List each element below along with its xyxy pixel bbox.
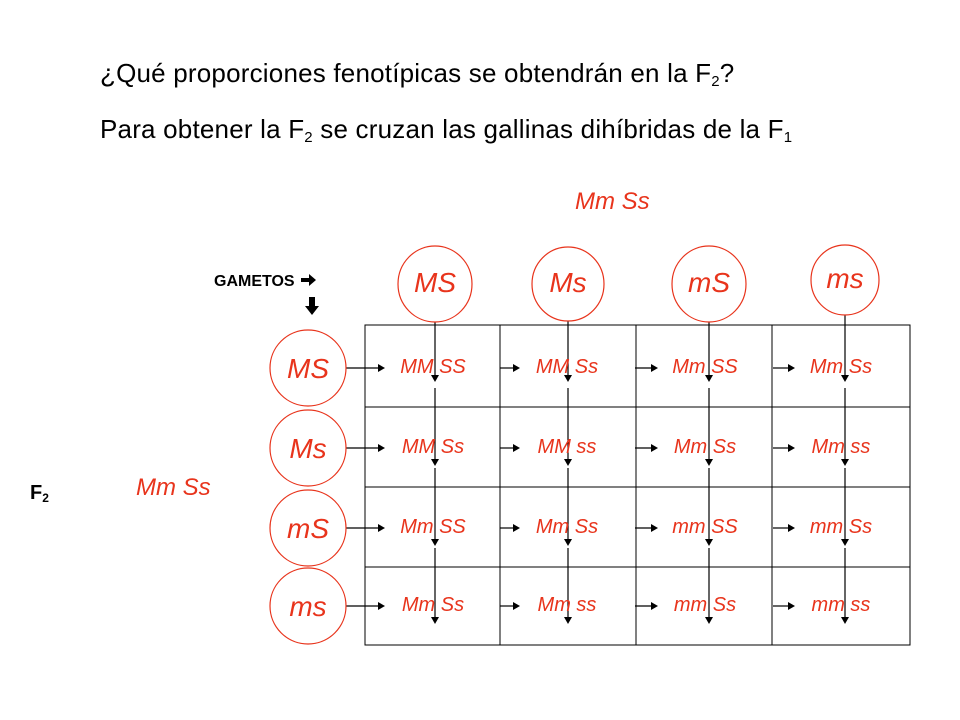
cell-r3-c3: mm SS bbox=[672, 516, 738, 538]
cell-r1-c3: Mm SS bbox=[672, 356, 738, 378]
left-gamete-3: mS bbox=[287, 513, 329, 544]
cell-r3-c2: Mm Ss bbox=[535, 516, 599, 538]
top-parent-genotype: Mm Ss bbox=[575, 188, 650, 215]
cell-r4-c4: mm ss bbox=[811, 594, 871, 616]
cell-r1-c4: Mm Ss bbox=[809, 356, 873, 378]
left-gamete-4: ms bbox=[289, 591, 327, 622]
cell-r2-c3: Mm Ss bbox=[673, 436, 737, 458]
cell-r4-c3: mm Ss bbox=[673, 594, 737, 616]
gametes-label: GAMETOS bbox=[214, 273, 317, 291]
question-title: ¿Qué proporciones fenotípicas se obtendrán en la $F_2$? bbox=[100, 58, 735, 90]
f2-label: $F_2$ bbox=[30, 482, 49, 505]
top-gamete-1: MS bbox=[414, 267, 456, 298]
left-gamete-2: Ms bbox=[289, 433, 327, 464]
cell-r3-c4: mm Ss bbox=[809, 516, 873, 538]
cell-r4-c1: Mm Ss bbox=[401, 594, 465, 616]
top-gamete-2: Ms bbox=[549, 267, 587, 298]
left-parent-genotype: Mm Ss bbox=[136, 474, 211, 501]
cell-r1-c1: MM SS bbox=[400, 356, 466, 378]
cell-r2-c1: MM Ss bbox=[401, 436, 465, 458]
cell-r4-c2: Mm ss bbox=[537, 594, 597, 616]
top-gamete-4: ms bbox=[826, 263, 864, 294]
cell-r1-c2: MM Ss bbox=[535, 356, 599, 378]
statement-title: Para obtener la $F_2$ se cruzan las gallinas dihíbridas de la $F_1$ bbox=[100, 114, 793, 146]
cell-r2-c2: MM ss bbox=[537, 436, 597, 458]
left-gamete-1: MS bbox=[287, 353, 329, 384]
cell-r2-c4: Mm ss bbox=[811, 436, 871, 458]
cell-r3-c1: Mm SS bbox=[400, 516, 466, 538]
top-gamete-3: mS bbox=[688, 267, 730, 298]
